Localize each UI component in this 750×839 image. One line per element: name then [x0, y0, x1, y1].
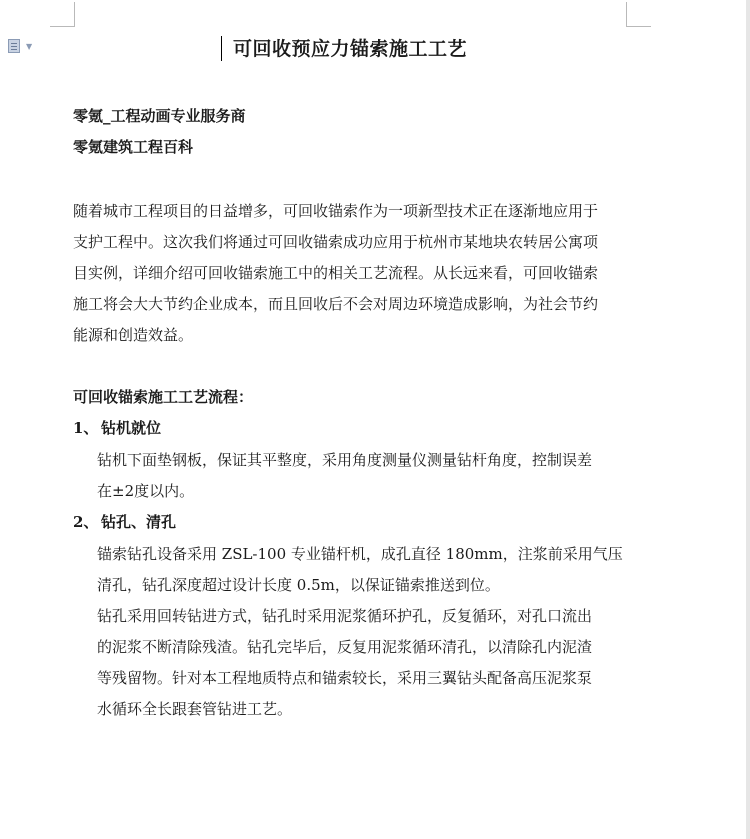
author-line: 零氪建筑工程百科	[73, 138, 194, 156]
step-line: 等残留物。针对本工程地质特点和锚索较长，采用三翼钻头配备高压泥浆泵	[97, 669, 593, 687]
process-heading: 可回收锚索施工工艺流程：	[73, 388, 254, 406]
step-line: 水循环全长跟套管钻进工艺。	[97, 700, 293, 718]
step-line: 在±2度以内。	[97, 482, 195, 500]
step-line: 钻孔采用回转钻进方式，钻孔时采用泥浆循环护孔，反复循环，对孔口流出	[97, 607, 593, 625]
intro-line: 施工将会大大节约企业成本，而且回收后不会对周边环境造成影响，为社会节约	[73, 295, 599, 313]
margin-corner-top-right	[626, 2, 651, 27]
author-line: 零氪_工程动画专业服务商	[73, 107, 246, 125]
intro-line: 随着城市工程项目的日益增多，可回收锚索作为一项新型技术正在逐渐地应用于	[73, 202, 599, 220]
intro-line: 目实例，详细介绍可回收锚索施工中的相关工艺流程。从长远来看，可回收锚索	[73, 264, 599, 282]
margin-corner-top-left	[50, 2, 75, 27]
step-line: 钻机下面垫钢板，保证其平整度，采用角度测量仪测量钻杆角度，控制误差	[97, 451, 593, 469]
step-line: 清孔，钻孔深度超过设计长度 0.5m，以保证锚索推送到位。	[97, 576, 500, 594]
step-line: 锚索钻孔设备采用 ZSL-100 专业锚杆机，成孔直径 180mm，注浆前采用气压	[97, 545, 623, 563]
chevron-down-icon[interactable]: ▼	[26, 42, 33, 51]
step-title: 钻孔、清孔	[101, 513, 177, 531]
step-line: 的泥浆不断清除残渣。钻孔完毕后，反复用泥浆循环清孔，以清除孔内泥渣	[97, 638, 593, 656]
step-number: 1、	[73, 419, 99, 437]
step-heading	[73, 511, 176, 532]
document-title: 可回收预应力锚索施工工艺	[232, 38, 467, 60]
intro-line: 支护工程中。这次我们将通过可回收锚索成功应用于杭州市某地块农转居公寓项	[73, 233, 599, 251]
page-edge	[746, 0, 750, 839]
intro-line: 能源和创造效益。	[73, 326, 194, 344]
step-number: 2、	[73, 513, 99, 531]
step-title: 钻机就位	[101, 419, 162, 437]
step-heading	[73, 417, 161, 438]
